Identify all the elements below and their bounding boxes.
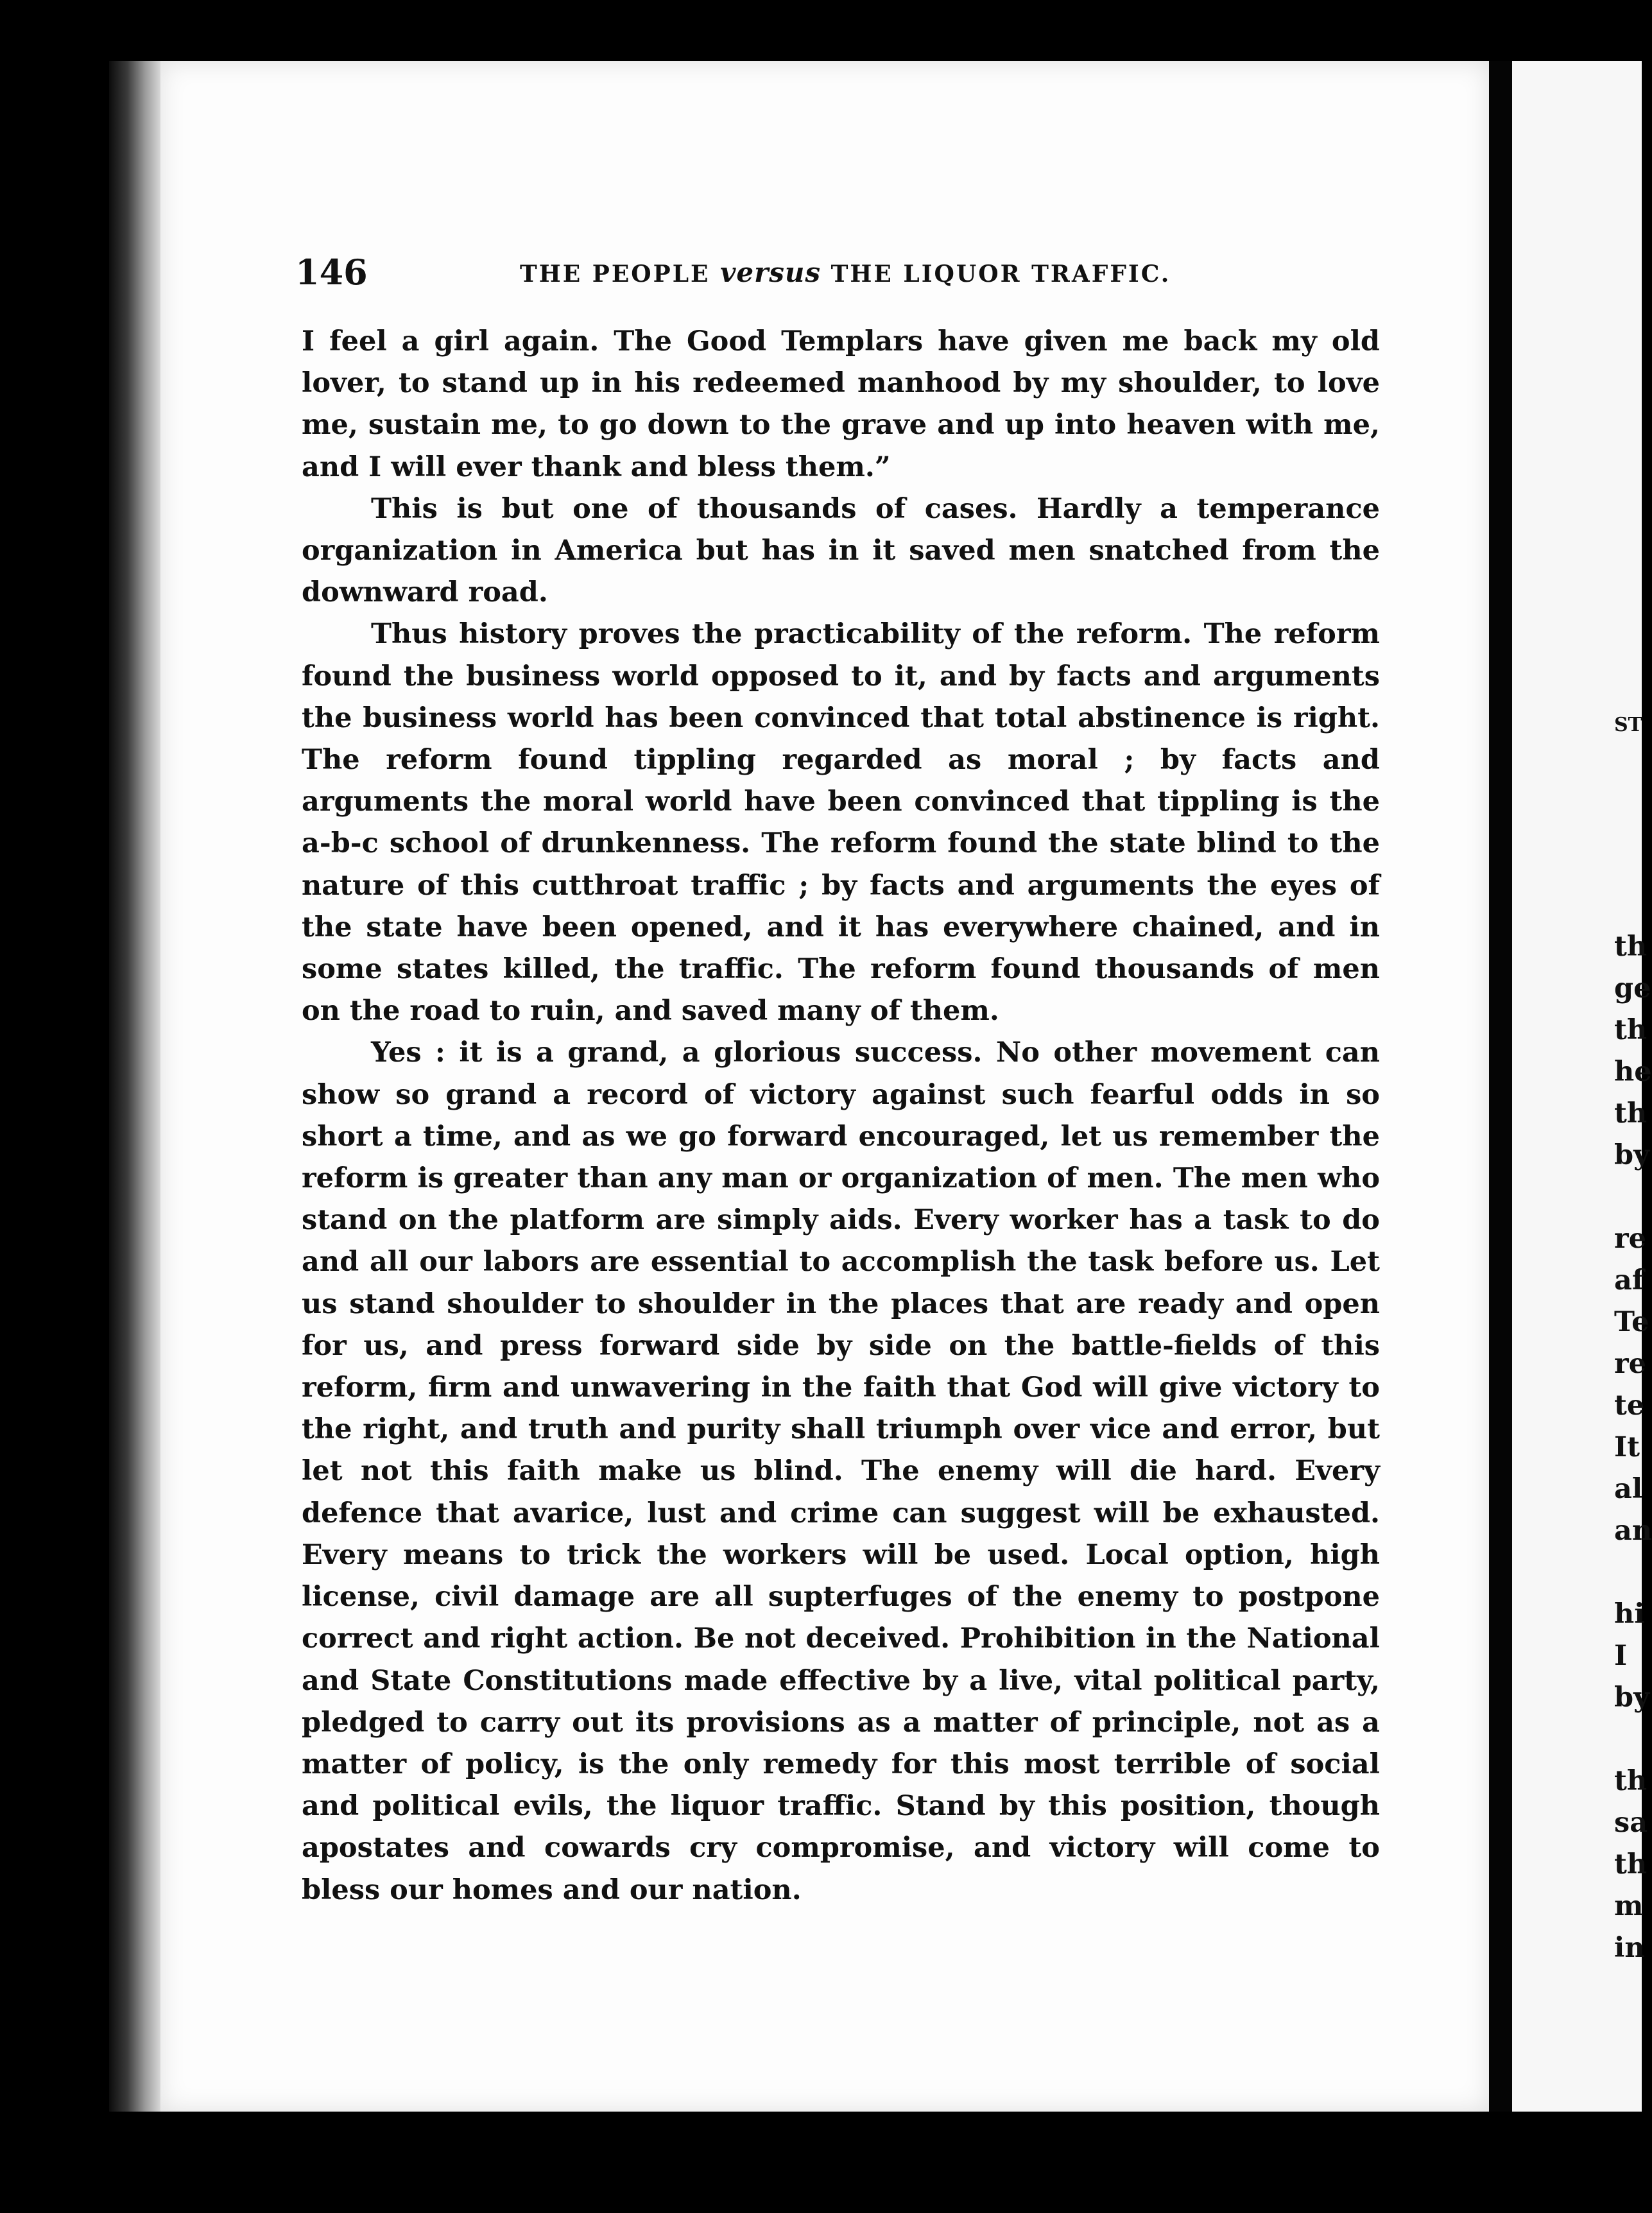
next-page-fragment: th bbox=[1614, 1098, 1648, 1130]
next-page-fragment: af bbox=[1614, 1264, 1644, 1296]
next-page-fragment: re bbox=[1614, 1223, 1647, 1255]
running-head-before: THE PEOPLE bbox=[520, 261, 720, 288]
next-page-fragment: he bbox=[1614, 1056, 1652, 1088]
book-spine-shadow bbox=[109, 61, 160, 2112]
body-text bbox=[302, 321, 1380, 1911]
paragraph-1: I feel a girl again. The Good Templars have given me back my old lover, to stand up in his redeemed manhood by my shoulder, to love me, sustain me, to go down to the grave and up into heaven with me, and I will ever thank and bless them.” bbox=[302, 325, 1380, 483]
next-page-fragment: ge bbox=[1614, 972, 1651, 1004]
page-header bbox=[295, 252, 1386, 297]
next-page-fragment: by bbox=[1614, 1139, 1650, 1171]
paragraph-2: This is but one of thousands of cases. Hardly a temperance organization in America but has in it saved men snatched from the downward road. bbox=[302, 492, 1380, 609]
next-page-fragment: an bbox=[1614, 1515, 1652, 1547]
next-page-fragment: Te bbox=[1614, 1306, 1649, 1338]
next-page-fragment: al bbox=[1614, 1473, 1643, 1505]
running-head-italic: versus bbox=[720, 257, 822, 288]
paragraph-4: Yes : it is a grand, a glorious success. No other movement can show so grand a record of victory against such fearful odds in so short a time, and as we go forward encouraged, let us remember the reform is greater than any man or organization of men. The men who stand on the platform are simply aids. Every worker has a task to do and all our labors are essential to accomplish the task before us. Let us stand shoulder to shoulder in the places that are ready and open for us, and press forward side by side on the battle-fields of this reform, firm and unwavering in the faith that God will give victory to the right, and truth and purity shall triumph over vice and error, but let not this faith make us blind. The enemy will die hard. Every defence that avarice, lust and crime can suggest will be exhausted. Every means to trick the workers will be used. Local option, high license, civil damage are all supterfuges of the enemy to postpone correct and right action. Be not deceived. Prohibition in the National and State Constitutions made effective by a live, vital political party, pledged to carry out its provisions as a matter of principle, not as a matter of policy, is the only remedy for this most terrible of social and political evils, the liquor traffic. Stand by this position, though apostates and cowards cry compromise, and victory will come to bless our homes and our nation. bbox=[302, 1037, 1380, 1906]
next-page-fragment: re bbox=[1614, 1348, 1647, 1380]
next-page-fragment: te bbox=[1614, 1390, 1645, 1422]
next-page-fragment: th bbox=[1614, 1848, 1648, 1881]
next-page-fragment: hi bbox=[1614, 1598, 1645, 1630]
paragraph-3: Thus history proves the practicability of the reform. The reform found the business world opposed to it, and by facts and arguments the business world has been convinced that total abstinence is right. The reform found tippling regarded as moral ; by facts and arguments the moral world have been convinced that tippling is the a-b-c school of drunkenness. The reform found the state blind to the nature of this cutthroat traffic ; by facts and arguments the eyes of the state have been opened, and it has everywhere chained, and in some states killed, the traffic. The reform found thousands of men on the road to ruin, and saved many of them. bbox=[302, 618, 1380, 1028]
next-page-fragment: It bbox=[1614, 1431, 1640, 1463]
page-gutter bbox=[1489, 61, 1512, 2112]
next-page-fragment: in bbox=[1614, 1932, 1645, 1964]
running-head-after: THE LIQUOR TRAFFIC. bbox=[821, 261, 1171, 288]
running-head bbox=[520, 257, 1171, 288]
next-page-fragment: sa bbox=[1614, 1807, 1648, 1839]
next-page-fragment: th bbox=[1614, 1765, 1648, 1797]
next-page-fragment: th bbox=[1614, 931, 1648, 963]
next-page-fragment: m bbox=[1614, 1890, 1644, 1922]
next-page-fragment: th bbox=[1614, 1014, 1648, 1046]
next-page-fragment: ST bbox=[1614, 714, 1642, 736]
page-number: 146 bbox=[295, 252, 368, 293]
next-page-fragment: I bbox=[1614, 1640, 1628, 1672]
next-page-fragment: by bbox=[1614, 1682, 1650, 1714]
